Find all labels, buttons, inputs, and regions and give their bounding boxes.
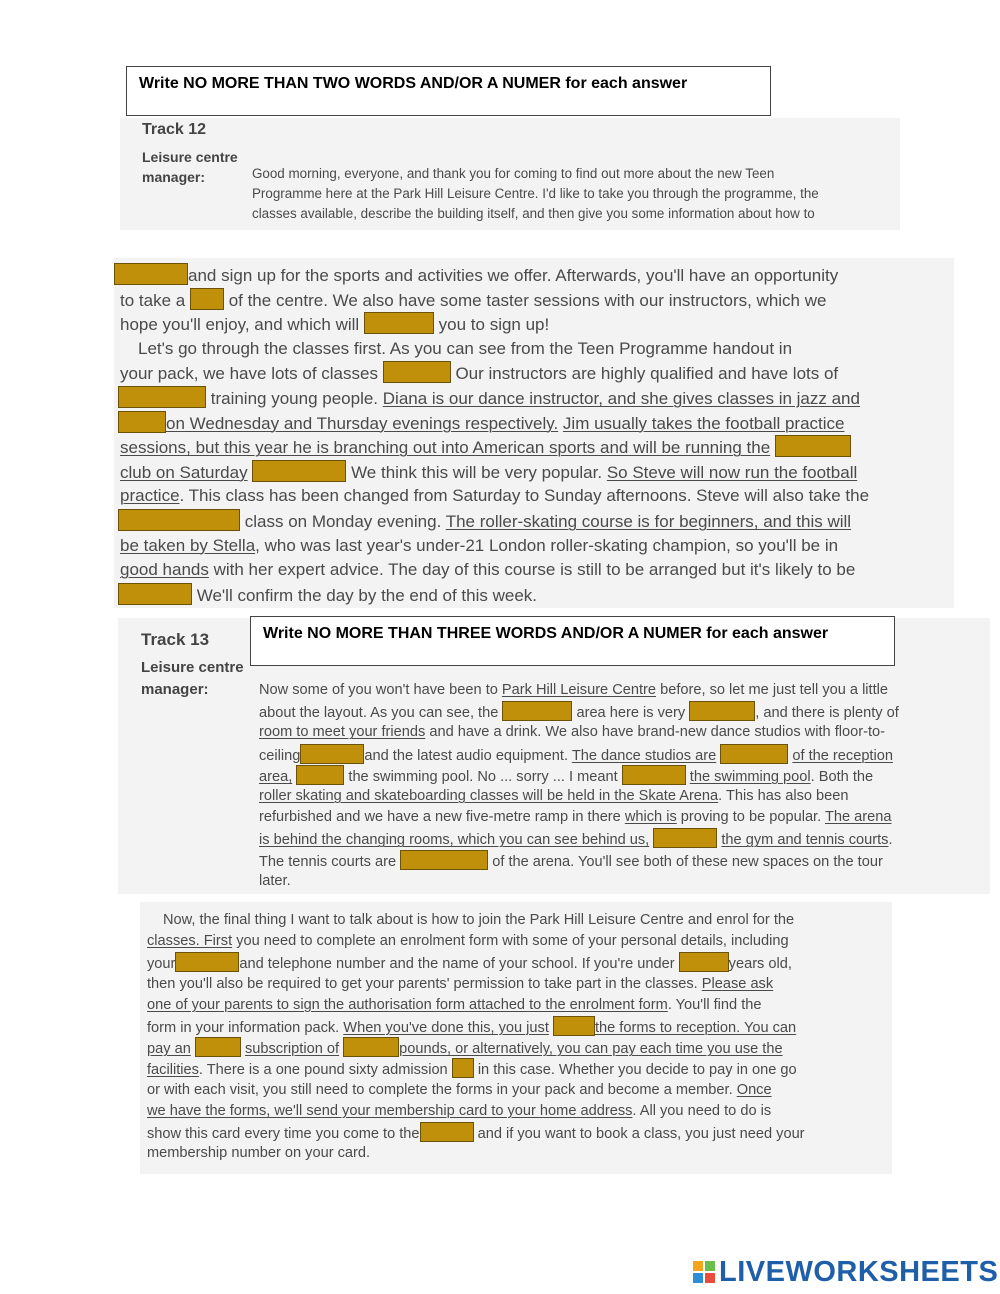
final-line-9b: Once [736,1081,772,1098]
final-line-3b: and telephone number and the name of your school. If you're under [239,956,675,973]
final-line-8a: facilities [147,1062,199,1079]
final-line-10a: we have the forms, we'll send your membership card to your home address [147,1102,633,1119]
answer-gap-final-6[interactable] [452,1058,474,1078]
answer-gap-t13-8[interactable] [400,850,488,870]
logo-text: LIVEWORKSHEETS [719,1256,999,1288]
final-line-6a: form in your information pack. [147,1020,344,1036]
t12-line-5b: Our instructors are highly qualified and have lots of [455,364,839,384]
track12-speaker-line2: manager: [142,169,206,185]
t12-line-7a: on Wednesday and Thursday evenings respectively. [166,413,559,433]
final-line-1: Now, the final thing I want to talk about is how to join the Park Hill Leisure Centre and enrol for the [163,912,795,928]
t12-line-10b: . This class has been changed from Saturday to Sunday afternoons. Steve will also take the [179,486,870,506]
t12-line-3b: you to sign up! [438,315,550,335]
t12-line-14: We'll confirm the day by the end of this week. [196,585,537,605]
answer-gap-t13-6[interactable] [622,765,686,785]
t12-line-6a: training young people. [210,389,379,408]
answer-gap-final-1[interactable] [175,952,239,972]
instruction-box-1 [126,66,771,116]
t13-line-3a: room to meet your friends [259,724,426,741]
intro-line-3: classes available, describe the building itself, and then give you some information about how to [252,206,815,221]
liveworksheets-logo [693,1256,998,1289]
t12-line-13a: good hands [120,560,209,580]
intro-line-1: Good morning, everyone, and thank you for coming to find out more about the new Teen [252,166,775,181]
track13-title: Track 13 [141,630,210,649]
answer-gap-t12-3[interactable] [364,312,434,334]
final-line-8b: . There is a one pound sixty admission [198,1062,448,1079]
final-line-2a: classes. First [147,933,233,950]
track13-speaker-line2: manager: [141,681,209,698]
t13-line-4a: ceiling [259,747,301,764]
answer-gap-final-4[interactable] [195,1037,241,1057]
t13-line-1a: Now some of you won't have been to [259,682,502,698]
t12-line-4: Let's go through the classes first. As you can see from the Teen Programme handout in [138,338,793,358]
answer-gap-t12-7[interactable] [775,435,851,457]
track13-speaker-line1: Leisure centre [141,659,244,676]
answer-gap-t12-2[interactable] [190,288,224,310]
t12-line-12b: , who was last year's under-21 London roller-skating champion, so you'll be in [255,535,839,555]
t13-line-2a: about the layout. As you can see, the [259,705,499,722]
final-line-10b: . All you need to do is [632,1102,772,1119]
intro-line-2: Programme here at the Park Hill Leisure Centre. I'd like to take you through the programme, the [252,186,819,201]
t13-line-1b: Park Hill Leisure Centre [501,682,657,698]
instruction-text-2: Write NO MORE THAN THREE WORDS AND/OR A NUMER for each answer [263,625,829,642]
t13-line-5a: area, [259,768,293,785]
final-line-5a: one of your parents to sign the authorisation form attached to the enrolment form [147,996,668,1013]
final-line-4a: then you'll also be required to get your parents' permission to take part in the classes. [147,975,702,992]
t12-line-9c: So Steve will now run the football [606,462,858,482]
final-line-4b: Please ask [701,975,774,992]
t12-line-2a: to take a [120,290,186,310]
t12-line-13b: with her expert advice. The day of this course is still to be arranged but it's likely to be [208,560,856,580]
t13-line-7a: refurbished and we have a new five-metre ramp in there [259,809,625,826]
answer-gap-final-5[interactable] [343,1037,399,1057]
instruction-text-1: Write NO MORE THAN TWO WORDS AND/OR A NUMER for each answer [139,75,688,92]
t13-line-4b: and the latest audio equipment. [364,747,569,764]
t13-line-7b: which is [624,809,677,826]
t13-line-2b: area here is very [576,705,686,722]
final-line-7c: pounds, or alternatively, you can pay each time you use the [399,1041,783,1058]
instruction-box-2 [250,616,895,666]
t13-line-5c: the swimming pool [689,768,811,785]
final-line-11b: and if you want to book a class, you just need your [477,1126,805,1142]
track12-title: Track 12 [142,121,207,138]
answer-gap-final-7[interactable] [420,1122,474,1142]
answer-gap-t13-1[interactable] [502,701,572,721]
t13-line-7c: proving to be popular. [676,809,825,826]
final-line-8c: in this case. Whether you decide to pay in one go [477,1062,797,1079]
final-line-9: or with each visit, you still need to complete the forms in your pack and become a member. [147,1081,737,1098]
t12-line-5a: your pack, we have lots of classes [120,364,378,384]
track12-speaker-line1: Leisure centre [142,149,238,165]
answer-gap-final-3[interactable] [553,1016,595,1036]
answer-gap-t12-4[interactable] [383,361,451,383]
t13-line-9a: The tennis courts are [259,853,397,870]
t12-line-12a: be taken by Stella [120,535,256,555]
t13-line-8c: . [888,832,893,849]
final-line-12: membership number on your card. [147,1145,371,1162]
t12-line-3a: hope you'll enjoy, and which will [120,315,360,335]
t13-line-8b: the gym and tennis courts [721,832,889,849]
final-line-2b: you need to complete an enrolment form with some of your personal details, including [232,933,789,950]
final-line-6b: When you've done this, you just [343,1020,549,1036]
answer-gap-t12-5[interactable] [118,386,206,408]
t12-line-9a: club on Saturday [120,462,248,482]
t13-line-8a: is behind the changing rooms, which you can see behind us, [259,832,650,849]
answer-gap-t12-8[interactable] [252,460,346,482]
t13-line-6b: . This has also been [718,788,849,804]
t12-line-1: and sign up for the sports and activities we offer. Afterwards, you'll have an opportunity [188,266,839,285]
t12-line-11a: class on Monday evening. [244,512,442,531]
t13-line-5b: the swimming pool. No ... sorry ... I meant [348,768,618,785]
t12-line-7b: Jim usually takes the football practice [562,413,845,433]
logo-mark-icon [693,1258,715,1280]
t13-line-2c: , and there is plenty of [755,705,899,722]
answer-gap-t13-4[interactable] [720,744,788,764]
t13-line-5d: . Both the [810,768,874,785]
track12-intro [252,164,819,224]
final-line-6c: the forms to reception. You can [594,1020,797,1036]
t13-line-6a: roller skating and skateboarding classes will be held in the Skate Arena [259,788,719,804]
t13-line-1c: before, so let me just tell you a little [656,682,889,698]
final-line-5b: . You'll find the [667,996,762,1013]
t12-line-11b: The roller-skating course is for beginners, and this will [445,512,852,531]
t13-line-10: later. [259,872,291,889]
answer-gap-t13-7[interactable] [653,828,717,848]
final-line-7b: subscription of [244,1041,340,1058]
t13-line-7d: The arena [824,809,892,826]
t13-line-4c: The dance studios are [571,747,717,764]
t12-line-2b: of the centre. We also have some taster sessions with our instructors, which we [228,290,827,310]
final-line-11a: show this card every time you come to the [147,1126,420,1142]
answer-gap-t13-5[interactable] [296,765,344,785]
final-line-3c: years old, [728,956,792,973]
t13-line-9b: of the arena. You'll see both of these new spaces on the tour [492,853,883,870]
answer-gap-t12-1[interactable] [114,263,188,285]
t12-line-8: sessions, but this year he is branching out into American sports and will be running the [120,438,771,458]
t12-line-10a: practice [120,486,180,506]
answer-gap-t13-3[interactable] [300,744,364,764]
final-line-7a: pay an [147,1041,191,1058]
final-line-3a: your [147,956,176,973]
answer-gap-t12-9[interactable] [118,509,240,531]
t13-line-3b: and have a drink. We also have brand-new dance studios with floor-to- [425,724,885,741]
t12-line-9b: We think this will be very popular. [351,462,603,482]
answer-gap-t12-6[interactable] [118,411,166,433]
t13-line-4d: of the reception [792,747,893,764]
answer-gap-t13-2[interactable] [689,701,755,721]
answer-gap-final-2[interactable] [679,952,729,972]
t12-line-6b: Diana is our dance instructor, and she gives classes in jazz and [382,389,860,408]
answer-gap-t12-10[interactable] [118,583,192,605]
